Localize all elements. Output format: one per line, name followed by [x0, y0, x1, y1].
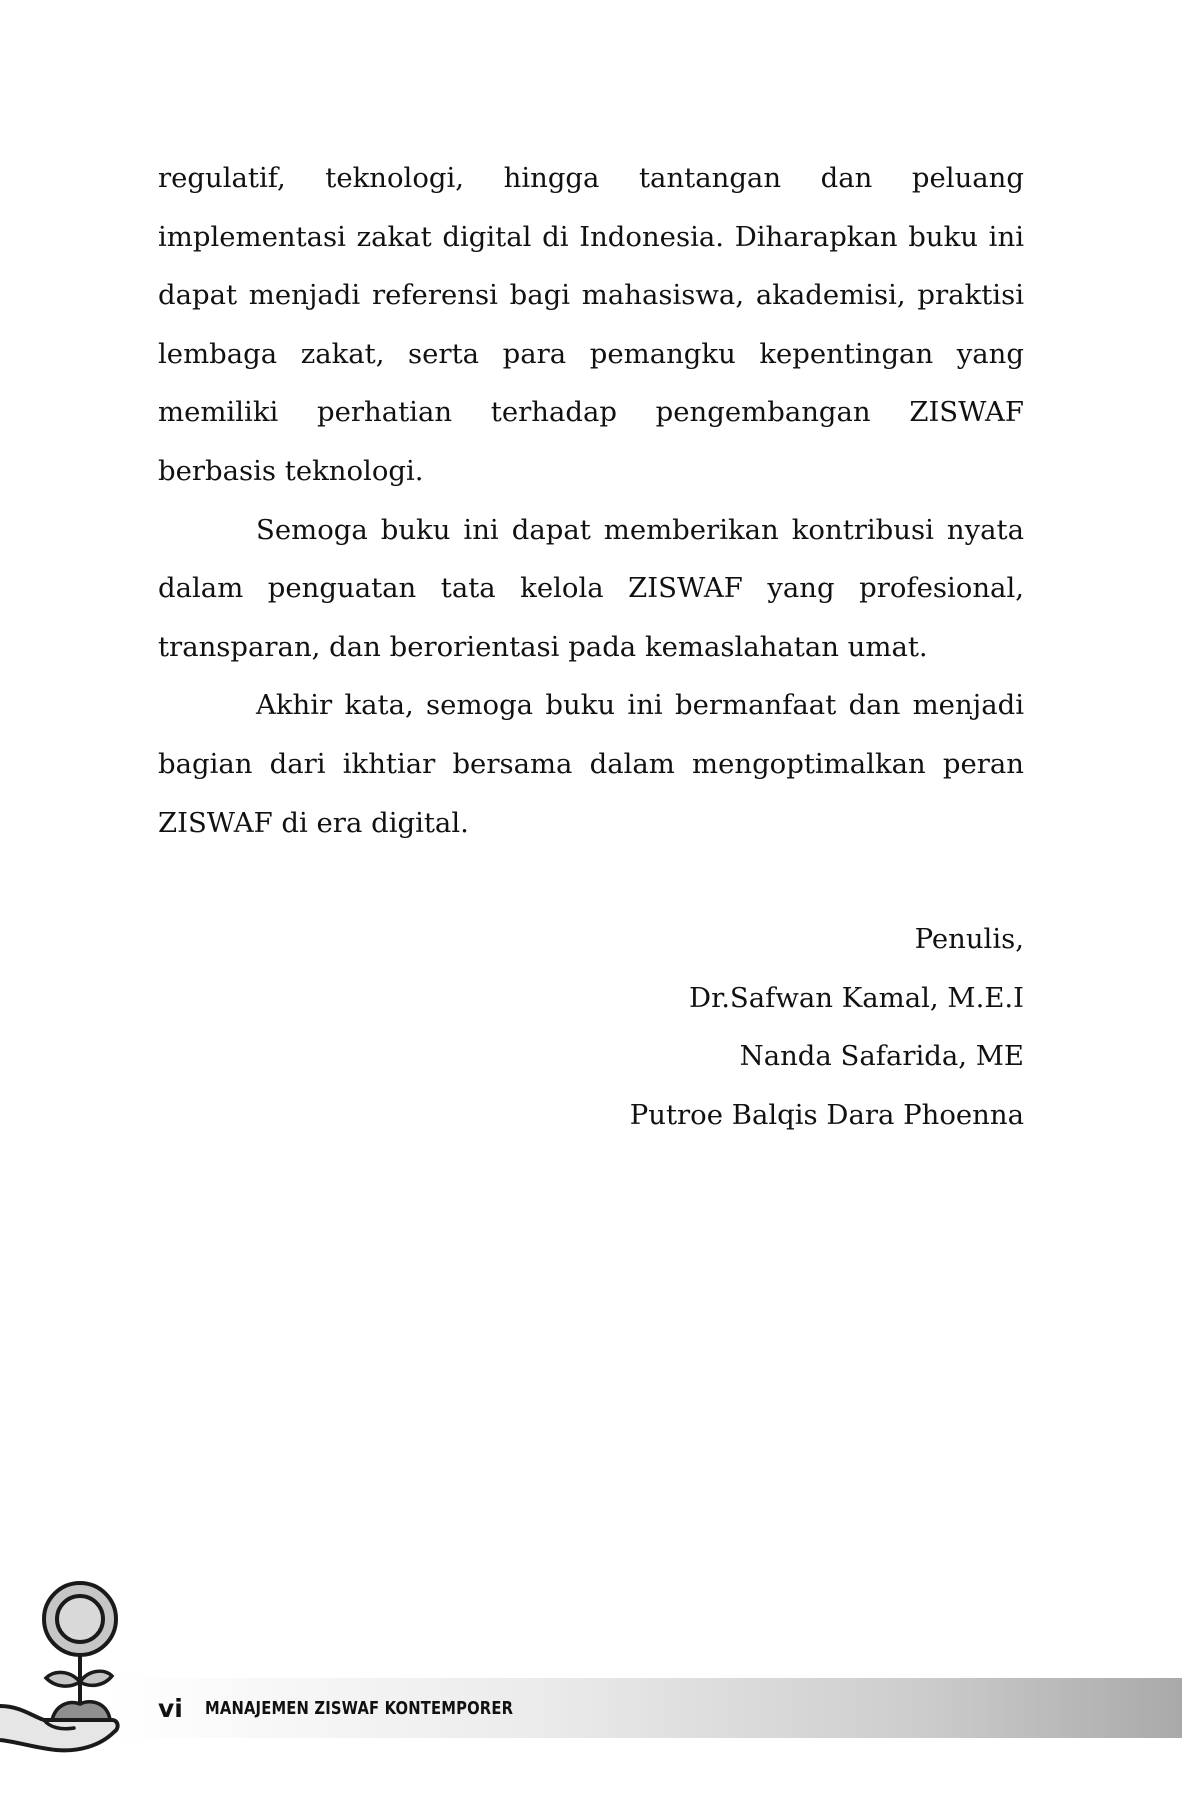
author-name: Nanda Safarida, ME: [739, 1040, 1024, 1073]
body-text: [158, 149, 1024, 852]
paragraph-closing: Akhir kata, semoga buku ini bermanfaat dan menjadi bagian dari ikhtiar bersama dalam mengoptimalkan peran ZISWAF di era digital.: [158, 689, 1024, 839]
author-name: Putroe Balqis Dara Phoenna: [629, 1098, 1024, 1131]
page-number: vi: [158, 1693, 183, 1723]
author-name: Dr.Safwan Kamal, M.E.I: [689, 981, 1024, 1014]
hand-holding-plant-coin-icon: [0, 1578, 125, 1756]
paragraph-hope: Semoga buku ini dapat memberikan kontribusi nyata dalam penguatan tata kelola ZISWAF yang profesional, transparan, dan berorientasi pada kemaslahatan umat.: [158, 513, 1024, 663]
signature-block: [630, 910, 1024, 1144]
paragraph-continuation: regulatif, teknologi, hingga tantangan dan peluang implementasi zakat digital di Indonesia. Diharapkan buku ini dapat menjadi referensi bagi mahasiswa, akademisi, praktisi lembaga zakat, serta para pemangku kepentingan yang memiliki perhatian terhadap pengembangan ZISWAF berbasis teknologi.: [158, 162, 1024, 487]
signature-closing: Penulis,: [914, 923, 1024, 955]
running-footer: [158, 1690, 581, 1726]
book-title: MANAJEMEN ZISWAF KONTEMPORER: [204, 1697, 513, 1719]
